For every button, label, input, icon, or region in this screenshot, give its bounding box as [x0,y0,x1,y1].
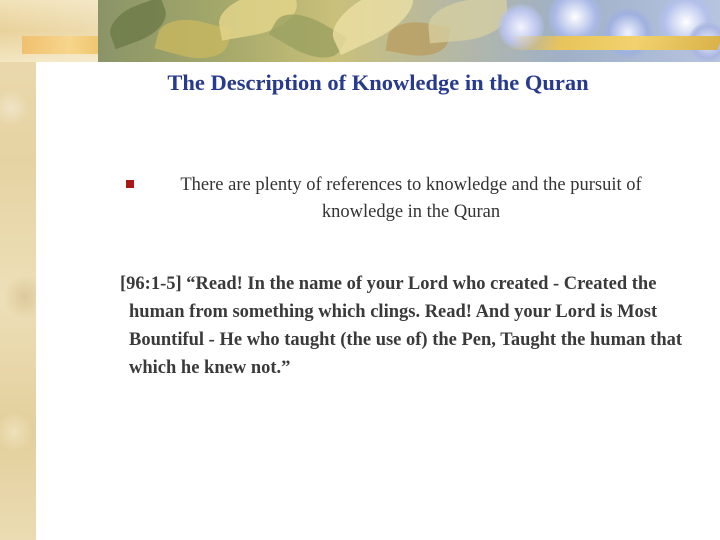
square-bullet-icon [126,180,134,188]
list-item [120,172,680,226]
bullet-text: There are plenty of references to knowledge and the pursuit of knowledge in the Quran [180,175,642,222]
parchment-strip [0,0,36,540]
quran-quote: [96:1-5] “Read! In the name of your Lord who created - Created the human from something which clings. Read! And your Lord is Most Bountiful - He who taught (the use of) the Pen, Taught the human that which he knew not.” [120,274,683,378]
leaf-and-flower-banner [98,0,720,62]
page-title: The Description of Knowledge in the Quran [167,70,589,95]
gold-corner-strip [0,0,100,62]
